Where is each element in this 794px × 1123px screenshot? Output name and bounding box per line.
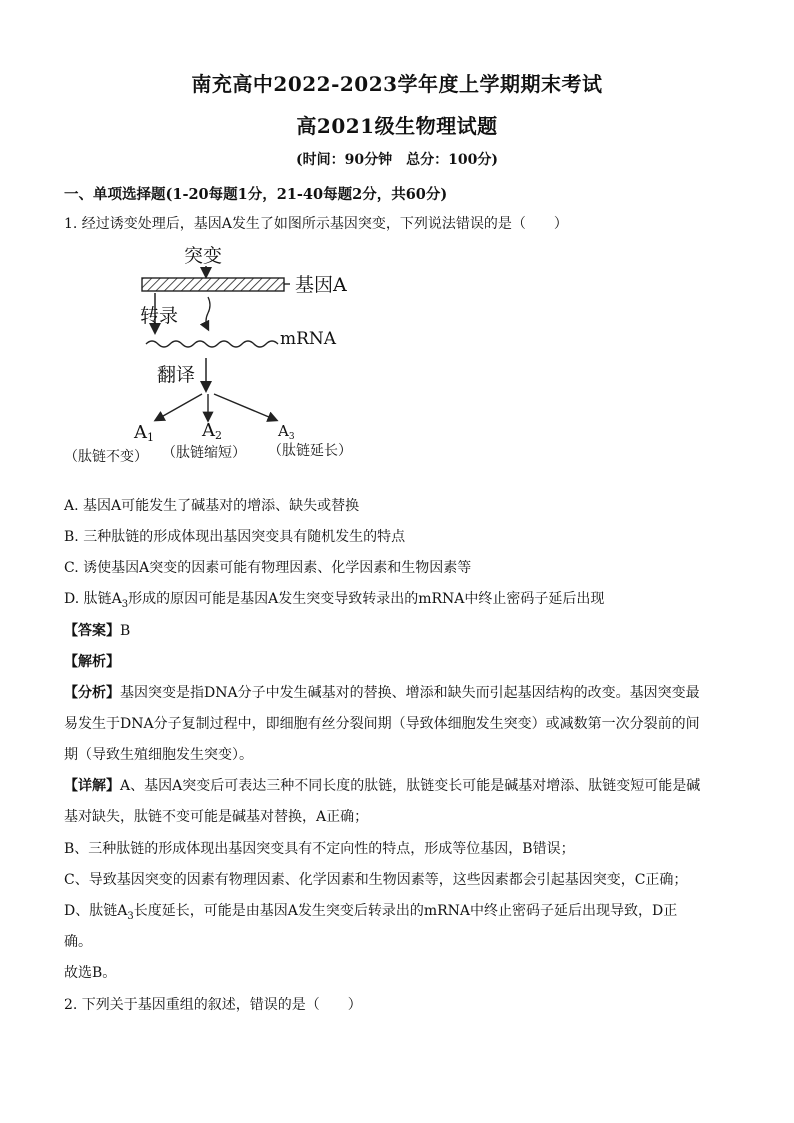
analysis-heading: 【解析】 [64,654,120,670]
mrna-label: mRNA [280,329,337,349]
conclusion: 故选B。 [64,965,117,981]
detail-line-5: D、肽链$A_3$长度延长，可能是由基因A发生突变后转录出的mRNA中终止密码子延后出现导致，D正 [64,903,678,922]
product-a1-label: （肽链不变） [64,449,148,465]
option-d: D. 肽链$A_3$形成的原因可能是基因A发生突变导致转录出的mRNA中终止密码子延后出现 [64,591,605,610]
question-2-stem: 2. 下列关于基因重组的叙述，错误的是（ ） [64,997,362,1013]
detail-line-2: 基对缺失，肽链不变可能是碱基对替换，A正确； [64,809,369,825]
translation-label: 翻译 [157,364,196,386]
detail-line-6: 确。 [64,934,92,950]
fenxi-line-1: 【分析】基因突变是指DNA分子中发生碱基对的替换、增添和缺失而引起基因结构的改变。基因突变最 [64,685,700,701]
mutation-label: 突变 [184,245,223,267]
question-1-stem: 1. 经过诱变处理后，基因A发生了如图所示基因突变，下列说法错误的是（ ） [64,216,568,232]
exam-meta: (时间：90分钟 总分：100分) [296,152,498,168]
detail-line-4: C、导致基因突变的因素有物理因素、化学因素和生物因素等，这些因素都会引起基因突变，C正确； [64,872,688,888]
branch-arrow-a3 [214,394,276,420]
fenxi-line-3: 期（导致生殖细胞发生突变）。 [64,747,253,763]
answer-tag: 【答案】 [64,623,120,639]
gene-a-bar [142,278,284,291]
detail-line-3: B、三种肽链的形成体现出基因突变具有不定向性的特点，形成等位基因，B错误； [64,841,575,857]
product-a1: A1 [134,422,154,444]
answer-line [64,620,130,640]
option-c: C. 诱使基因A突变的因素可能有物理因素、化学因素和生物因素等 [64,560,472,576]
product-a2-label: （肽链缩短） [162,445,246,461]
product-a3-label: （肽链延长） [268,443,352,459]
mrna-strand [146,341,278,347]
option-a: A. 基因A可能发生了碱基对的增添、缺失或替换 [64,498,360,514]
branch-arrow-a1 [156,394,202,420]
fenxi-line-2: 易发生于DNA分子复制过程中，即细胞有丝分裂间期（导致体细胞发生突变）或减数第一次分裂前的间 [64,716,700,732]
gene-mutation-diagram [64,238,364,468]
wavy-arrow [206,297,210,329]
answer-value: B [120,623,131,639]
product-a2: A2 [202,420,222,442]
exam-title: 南充高中2022-2023学年度上学期期末考试 [191,72,603,96]
section-heading: 一、单项选择题(1-20每题1分，21-40每题2分，共60分) [64,186,448,203]
exam-subtitle: 高2021级生物理试题 [296,114,498,138]
gene-a-label: 基因A [295,274,347,296]
detail-line-1: 【详解】A、基因A突变后可表达三种不同长度的肽链，肽链变长可能是碱基对增添、肽链变短可能是碱 [64,778,701,794]
transcription-label: 转录 [140,305,179,327]
product-a3: $A_3$ [278,422,295,442]
option-b: B. 三种肽链的形成体现出基因突变具有随机发生的特点 [64,529,406,545]
